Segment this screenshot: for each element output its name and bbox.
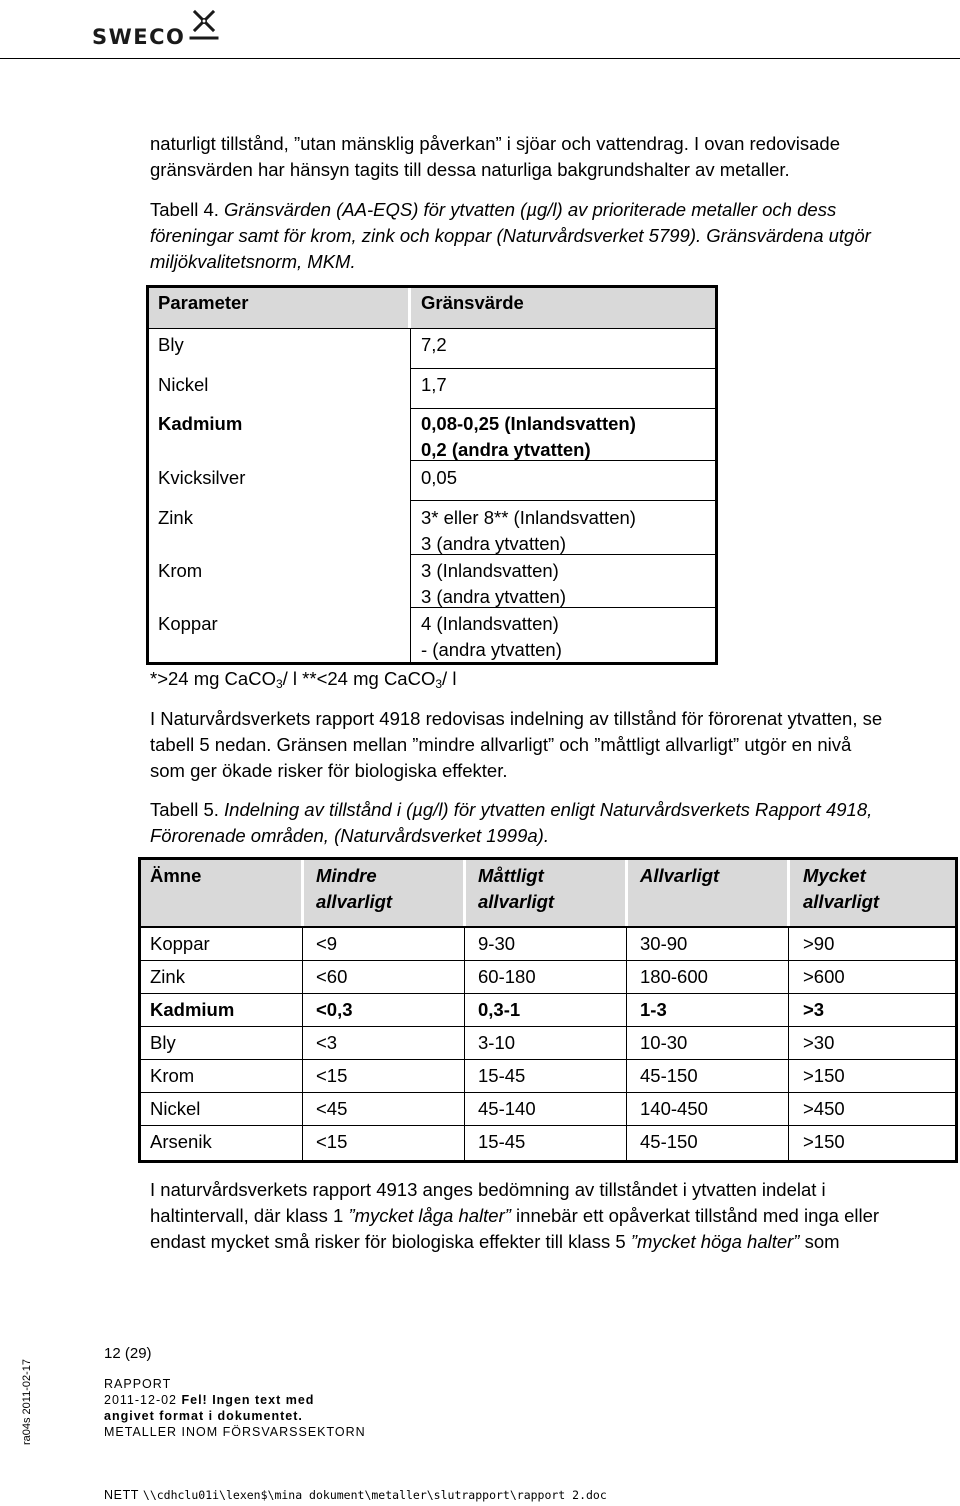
table5-cell: 140-450	[640, 1098, 708, 1119]
table4-value: 1,7	[421, 374, 447, 395]
paragraph-3	[150, 1177, 940, 1255]
table5-cell: >600	[803, 966, 845, 987]
table4-param: Kvicksilver	[158, 467, 246, 488]
table5-cell: Koppar	[150, 933, 210, 954]
table5-cell: 45-140	[478, 1098, 536, 1119]
table5-header-amne: Ämne	[150, 865, 202, 886]
paragraph-2	[150, 706, 940, 784]
table5-cell: <9	[316, 933, 338, 954]
paragraph-2-line-1: I Naturvårdsverkets rapport 4918 redovisas indelning av tillstånd för förorenat ytvatten, se	[150, 708, 883, 729]
header-line: Måttligt	[478, 865, 544, 886]
table5-row-rule	[141, 1092, 955, 1093]
table4-header-value: Gränsvärde	[421, 292, 524, 313]
table4-header-parameter: Parameter	[158, 292, 249, 313]
table4-caption-line-3: miljökvalitetsnorm, MKM.	[150, 251, 356, 272]
table4-param: Zink	[158, 507, 193, 528]
intro-line-1: naturligt tillstånd, ”utan mänsklig påverkan” i sjöar och vattendrag. I ovan redovisade	[150, 133, 841, 154]
sweco-logo	[92, 8, 221, 48]
table4	[146, 285, 718, 665]
table5-cell: Bly	[150, 1032, 176, 1053]
table5-header-rule	[141, 926, 955, 928]
table4-caption-label: Tabell 4.	[150, 199, 219, 220]
footnote-part: / l	[442, 668, 457, 689]
table5-cell: 3-10	[478, 1032, 516, 1053]
header-line: Mycket	[803, 865, 866, 886]
emphasis: ”mycket låga halter”	[348, 1205, 511, 1226]
footer-file-path	[104, 1488, 607, 1502]
table5-row-rule	[141, 1059, 955, 1060]
header-line: allvarligt	[316, 891, 393, 912]
table4-row-rule	[411, 500, 718, 501]
table5-cell: <3	[316, 1032, 338, 1053]
table4-param: Krom	[158, 560, 203, 581]
paragraph-3-line-1: I naturvårdsverkets rapport 4913 anges bedömning av tillståndet i ytvatten indelat i	[150, 1179, 826, 1200]
footnote-part: *>24 mg CaCO	[150, 668, 276, 689]
table5-header-mattligt	[478, 863, 554, 915]
table5-cell: 60-180	[478, 966, 536, 987]
table4-param: Koppar	[158, 613, 218, 634]
table5-cell: <15	[316, 1065, 348, 1086]
table5-row-rule	[141, 1026, 955, 1027]
table5-cell: >150	[803, 1131, 845, 1152]
table4-value: 0,08-0,25 (Inlandsvatten)	[421, 413, 636, 434]
table5-cell: <0,3	[316, 999, 353, 1020]
header-line: Mindre	[316, 865, 377, 886]
table5-header-mycket	[803, 863, 879, 915]
table5-cell: 1-3	[640, 999, 667, 1020]
table4-value-2: 3 (andra ytvatten)	[421, 533, 566, 554]
table4-caption	[150, 197, 940, 275]
paragraph-2-line-2: tabell 5 nedan. Gränsen mellan ”mindre allvarligt” och ”måttligt allvarligt” utgör en nivå	[150, 734, 852, 755]
table5-cell: Nickel	[150, 1098, 201, 1119]
table5-row-rule	[141, 1125, 955, 1126]
table4-param: Nickel	[158, 374, 209, 395]
table5-cell: 45-150	[640, 1131, 698, 1152]
footer-date: 2011-12-02	[104, 1393, 178, 1407]
paragraph-3-line-2	[150, 1203, 940, 1229]
header-rule	[0, 58, 960, 59]
paragraph-3-line-3	[150, 1229, 940, 1255]
text-run: endast mycket små risker för biologiska effekter till klass 5	[150, 1231, 631, 1252]
table5-cell: >30	[803, 1032, 835, 1053]
footer-error: Fel! Ingen text med	[181, 1393, 315, 1407]
footnote-part: / l **<24 mg CaCO	[282, 668, 436, 689]
table5-caption-line-2: Förorenade områden, (Naturvårdsverket 1999a).	[150, 825, 549, 846]
table5-cell: Kadmium	[150, 999, 235, 1020]
header-line: allvarligt	[478, 891, 555, 912]
table4-row-rule	[411, 368, 718, 369]
table4-param: Bly	[158, 334, 184, 355]
footer-path-text: \\cdhclu01i\lexen$\mina dokument\metaller\slutrapport\rapport 2.doc	[142, 1488, 607, 1502]
table4-row-rule	[411, 408, 718, 409]
paragraph-2-line-3: som ger ökade risker för biologiska effekter.	[150, 760, 508, 781]
footer-report: RAPPORT	[104, 1377, 172, 1391]
footnote-subscript: 3	[435, 677, 443, 691]
table5-header-allvarligt: Allvarligt	[640, 865, 720, 886]
table5-cell: >3	[803, 999, 825, 1020]
table5-cell: Zink	[150, 966, 185, 987]
table5-cell: 180-600	[640, 966, 708, 987]
text-run: haltintervall, där klass 1	[150, 1205, 349, 1226]
table5-cell: <45	[316, 1098, 348, 1119]
table4-value-2: 3 (andra ytvatten)	[421, 586, 566, 607]
table5-cell: 45-150	[640, 1065, 698, 1086]
table4-caption-line-2: föreningar samt för krom, zink och koppar (Naturvårdsverket 5799). Gränsvärdena utgör	[150, 225, 871, 246]
emphasis: ”mycket höga halter”	[630, 1231, 800, 1252]
table5-cell: >450	[803, 1098, 845, 1119]
text-run: innebär ett opåverkat tillstånd med inga eller	[510, 1205, 880, 1226]
table5-cell: 10-30	[640, 1032, 688, 1053]
intro-line-2: gränsvärden har hänsyn tagits till dessa naturliga bakgrundshalter av metaller.	[150, 159, 790, 180]
footer-net-label: NETT	[104, 1488, 139, 1502]
footer-info	[104, 1376, 366, 1440]
table4-param: Kadmium	[158, 413, 243, 434]
table5-caption-line-1: Indelning av tillstånd i (µg/l) för ytvatten enligt Naturvårdsverkets Rapport 4918,	[224, 799, 873, 820]
table4-caption-line-1: Gränsvärden (AA-EQS) för ytvatten (µg/l) av prioriterade metaller och dess	[224, 199, 837, 220]
table5-cell: <60	[316, 966, 348, 987]
table5-cell: 0,3-1	[478, 999, 521, 1020]
text-run: som	[799, 1231, 840, 1252]
logo-text: SWECO	[92, 25, 186, 49]
table5-header-mindre	[316, 863, 392, 915]
sweco-mark-icon	[187, 8, 221, 48]
table5-caption	[150, 797, 940, 849]
table5	[138, 857, 958, 1163]
footer-date-line	[104, 1392, 366, 1408]
page-number: 12 (29)	[104, 1345, 152, 1362]
table4-value: 3 (Inlandsvatten)	[421, 560, 559, 581]
footer-error-2: angivet format i dokumentet.	[104, 1409, 303, 1423]
footnote-subscript: 3	[275, 677, 283, 691]
table4-col-rule	[410, 329, 411, 665]
table5-cell: >90	[803, 933, 835, 954]
table5-cell: 9-30	[478, 933, 516, 954]
table5-caption-label: Tabell 5.	[150, 799, 219, 820]
intro-paragraph	[150, 131, 940, 183]
table4-value: 4 (Inlandsvatten)	[421, 613, 559, 634]
table5-cell: Arsenik	[150, 1131, 212, 1152]
table4-value-2: - (andra ytvatten)	[421, 639, 562, 660]
table4-value: 0,05	[421, 467, 458, 488]
table4-footnote	[150, 666, 456, 692]
table4-value: 3* eller 8** (Inlandsvatten)	[421, 507, 636, 528]
table4-value: 7,2	[421, 334, 447, 355]
table5-cell: >150	[803, 1065, 845, 1086]
table5-row-rule	[141, 960, 955, 961]
table5-cell: 15-45	[478, 1065, 526, 1086]
table5-cell: 30-90	[640, 933, 688, 954]
table5-row-rule	[141, 993, 955, 994]
table5-cell: <15	[316, 1131, 348, 1152]
table4-value-2: 0,2 (andra ytvatten)	[421, 439, 591, 460]
template-code: ra04s 2011-02-17	[21, 1358, 34, 1446]
footer-project: METALLER INOM FÖRSVARSSEKTORN	[104, 1425, 366, 1439]
table5-cell: 15-45	[478, 1131, 526, 1152]
table5-cell: Krom	[150, 1065, 195, 1086]
table4-header-rule	[146, 328, 718, 329]
header-line: allvarligt	[803, 891, 880, 912]
